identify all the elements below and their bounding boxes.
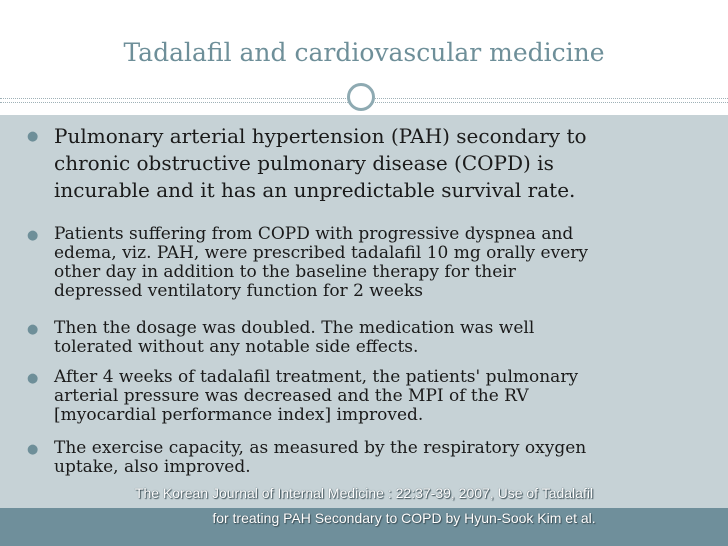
citation-line-2: for treating PAH Secondary to COPD by Hyun-Sook Kim et al. xyxy=(212,510,596,526)
bullet-line: tolerated without any notable side effects. xyxy=(54,337,419,357)
bullet-line: [myocardial performance index] improved. xyxy=(54,405,424,425)
bullet-line: The exercise capacity, as measured by the respiratory oxygen xyxy=(54,438,587,458)
bullet-icon: ● xyxy=(27,371,39,386)
bullet-icon: ● xyxy=(27,442,39,457)
slide-body xyxy=(0,115,728,546)
bullet-icon: ● xyxy=(27,129,39,144)
bullet-line: Patients suffering from COPD with progressive dyspnea and xyxy=(54,224,574,244)
bullet-line: Pulmonary arterial hypertension (PAH) secondary to xyxy=(54,124,587,148)
bullet-text xyxy=(54,368,704,425)
bullet-text xyxy=(54,439,704,477)
bullet-line: arterial pressure was decreased and the MPI of the RV xyxy=(54,386,529,406)
bullet-line: uptake, also improved. xyxy=(54,457,251,477)
bullet-text xyxy=(54,319,704,357)
bullet-line: incurable and it has an unpredictable survival rate. xyxy=(54,178,576,202)
bullet-text xyxy=(54,123,704,204)
circle-ornament-icon xyxy=(347,83,375,111)
bullet-line: After 4 weeks of tadalafil treatment, the patients' pulmonary xyxy=(54,367,579,387)
bullet-line: chronic obstructive pulmonary disease (COPD) is xyxy=(54,151,554,175)
bullet-line: Then the dosage was doubled. The medication was well xyxy=(54,318,535,338)
citation-line-1: The Korean Journal of Internal Medicine : 22:37-39, 2007, Use of Tadalafil xyxy=(134,485,594,501)
bullet-line: other day in addition to the baseline therapy for their xyxy=(54,262,516,282)
bullet-icon: ● xyxy=(27,228,39,243)
bullet-line: depressed ventilatory function for 2 weeks xyxy=(54,281,424,301)
bullet-line: edema, viz. PAH, were prescribed tadalafil 10 mg orally every xyxy=(54,243,588,263)
slide-title: Tadalafil and cardiovascular medicine xyxy=(123,38,605,67)
bullet-icon: ● xyxy=(27,322,39,337)
bullet-text xyxy=(54,225,704,301)
